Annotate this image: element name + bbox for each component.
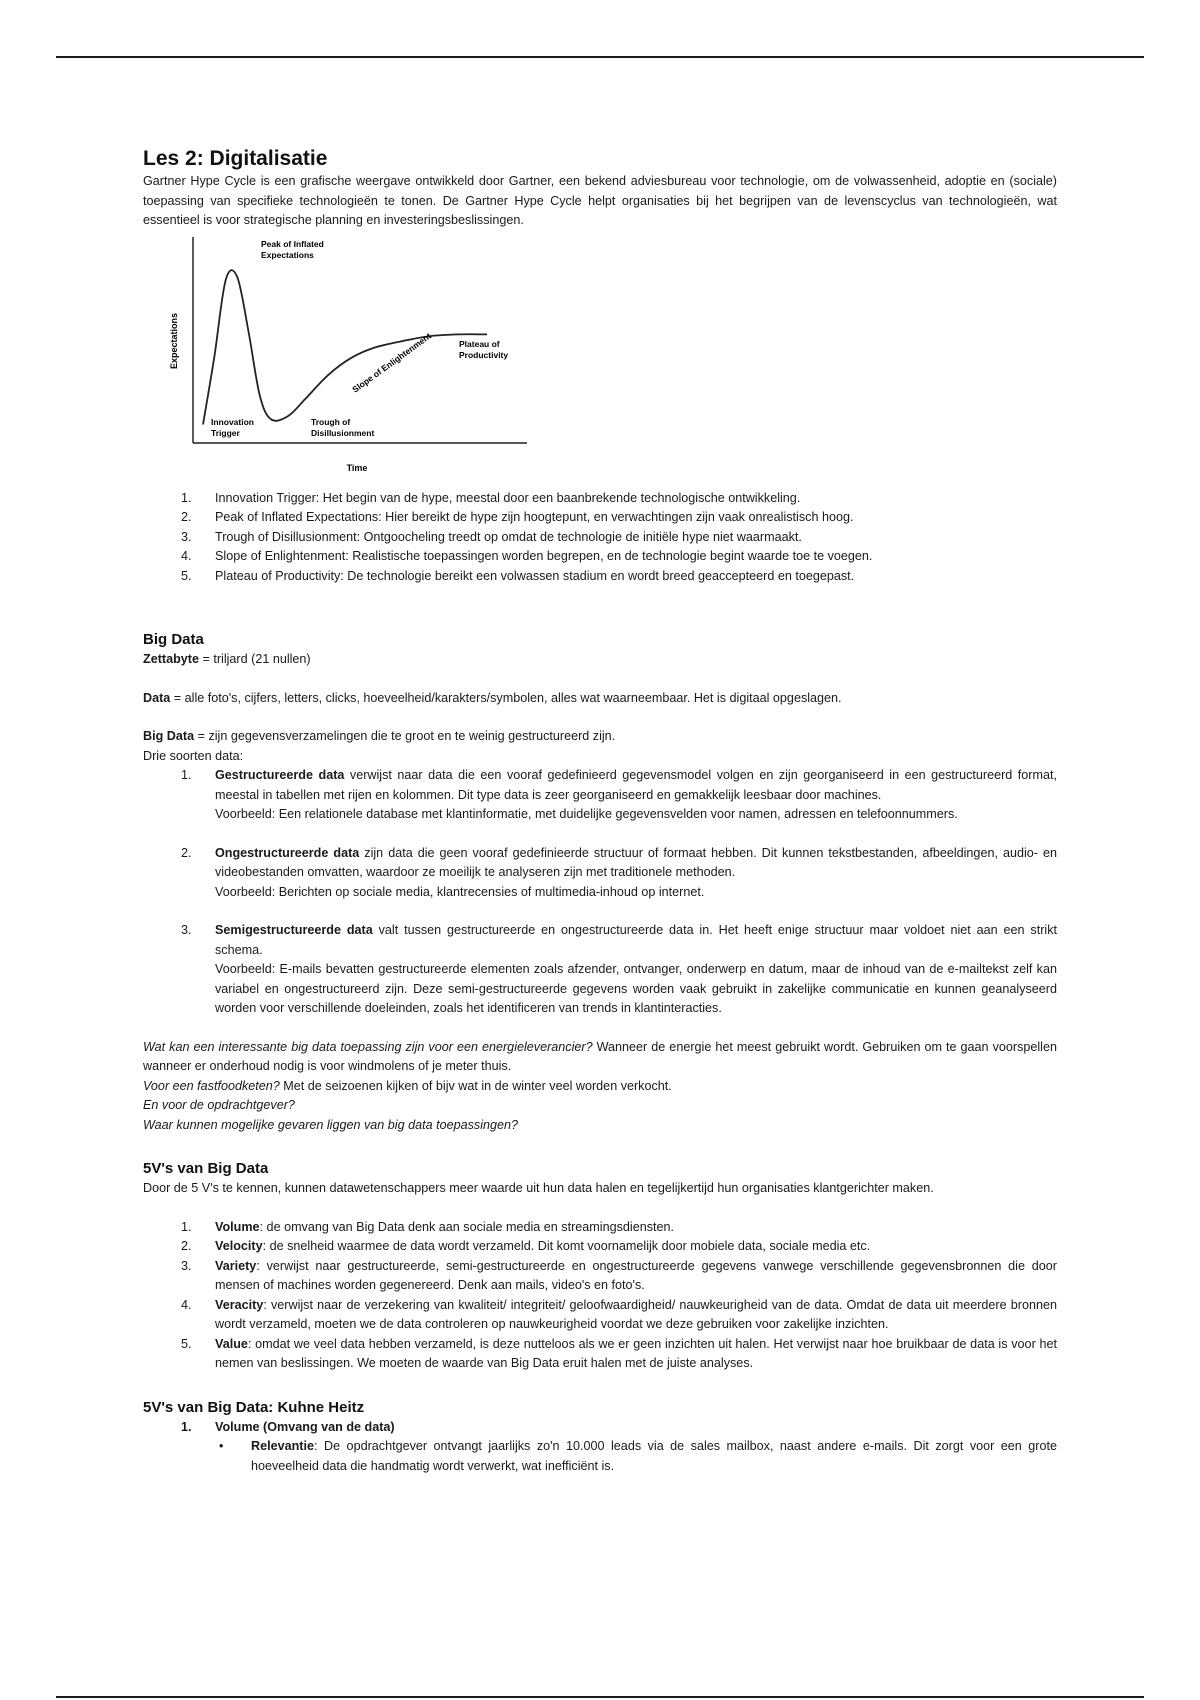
kuhne-list: [143, 1418, 1057, 1438]
kuhne-bullets: [143, 1437, 1057, 1476]
big-data-definition: Big Data = zijn gegevensverzamelingen die te groot en te weinig gestructureerd zijn.: [143, 729, 616, 743]
big-data-heading: Big Data: [143, 631, 204, 648]
hype-cycle-chart: [157, 233, 537, 489]
hype-stages-list: [143, 489, 1057, 587]
annotation-trough-line2: Disillusionment: [311, 427, 375, 438]
annotation-plateau-line2: Productivity: [459, 349, 509, 360]
fivev-list: [143, 1218, 1057, 1374]
footer-rule: [56, 1696, 1144, 1698]
list-item: 1. Gestructureerde data verwijst naar data die een vooraf gedefinieerd gegevensmodel volgen en zijn georganiseerd in een gestructureerd format, meestal in tabellen met rijen en kolommen. Dit type data is zeer georganiseerd en gemakkelijk leesbaar door machines. Voorbeeld: Een relationele database met klantinformatie, met duidelijke gegevensvelden voor namen, adressen en telefoonnummers.: [181, 768, 1057, 821]
list-item: • Relevantie: De opdrachtgever ontvangt jaarlijks zo'n 10.000 leads via de sales mailbox, naast andere e-mails. Dit zorgt voor een grote hoeveelheid data die handmatig wordt verwerkt, wat inefficiënt is.: [219, 1439, 1057, 1473]
list-item: 2. Peak of Inflated Expectations: Hier bereikt de hype zijn hoogtepunt, en verwachtingen zijn vaak onrealistisch hoog.: [181, 510, 854, 524]
annotation-trough-line1: Trough of: [311, 416, 351, 427]
annotation-trigger-line1: Innovation: [211, 416, 254, 427]
zettabyte-definition: Zettabyte = triljard (21 nullen): [143, 652, 311, 666]
list-item: 1. Innovation Trigger: Het begin van de hype, meestal door een baanbrekende technologische ontwikkeling.: [181, 490, 801, 505]
data-types-list: [143, 766, 1057, 1019]
list-item: 3. Variety: verwijst naar gestructureerde, semi-gestructureerde en ongestructureerde gegevens vanwege verschillende gegevensbronnen die door mensen of machines worden gegenereerd. Denk aan mails, video's en foto's.: [181, 1258, 1057, 1292]
annotation-peak-line2: Expectations: [261, 249, 314, 260]
list-item: 5. Plateau of Productivity: De technologie bereikt een volwassen stadium en wordt breed geaccepteerd en toegepast.: [181, 568, 855, 583]
list-item: 1. Volume (Omvang van de data): [181, 1419, 395, 1434]
list-item: 3. Semigestructureerde data valt tussen gestructureerde en ongestructureerde data in. Het heeft enige structuur maar voldoet niet aan een strikt schema. Voorbeeld: E-mails bevatten gestructureerde elementen zoals afzender, ontvanger, onderwerp en datum, maar de inhoud van de e-mailtekst zelf kan variabel en ongestructureerd zijn. Deze semi-gestructureerde gegevens worden vaak gebruikt in zakelijke communicatie en kunnen geanalyseerd worden voor verschillende doeleinden, zoals het identificeren van trends in klantinteracties.: [181, 923, 1057, 1015]
y-axis-label: Expectations: [169, 312, 179, 369]
fivev-intro: Door de 5 V's te kennen, kunnen datawetenschappers meer waarde uit hun data halen en tegelijkertijd hun organisaties klantgerichter maken.: [143, 1181, 934, 1195]
header-rule: [56, 56, 1144, 58]
list-item: 3. Trough of Disillusionment: Ontgoocheling treedt op omdat de technologie de initiële hype niet waarmaakt.: [181, 529, 802, 544]
intro-paragraph: Gartner Hype Cycle is een grafische weergave ontwikkeld door Gartner, een bekend adviesbureau voor technologie, om de volwassenheid, adoptie en (sociale) toepassing van specifieke technologieën te tonen. De Gartner Hype Cycle helpt organisaties bij het begrijpen van de levenscyclus van technologieën, wat essentieel is voor strategische planning en investeringsbeslissingen.: [143, 174, 1057, 227]
data-definition: Data = alle foto's, cijfers, letters, clicks, hoeveelheid/karakters/symbolen, alles wat waarneembaar. Het is digitaal opgeslagen.: [143, 690, 842, 705]
question-fastfood: Voor een fastfoodketen? Met de seizoenen kijken of bijv wat in de winter veel worden verkocht.: [143, 1078, 672, 1093]
list-item: 1. Volume: de omvang van Big Data denk aan sociale media en streamingsdiensten.: [181, 1219, 675, 1234]
hype-cycle-svg: [157, 233, 537, 489]
list-item: 4. Veracity: verwijst naar de verzekering van kwaliteit/ integriteit/ geloofwaardigheid/ nauwkeurigheid van de data. Omdat de data uit meerdere bronnen wordt verzameld, moeten we de data controleren op nauwkeurigheid voordat we deze gebruiken voor zakelijke inzichten.: [181, 1297, 1057, 1331]
data-types-intro: Drie soorten data:: [143, 748, 244, 763]
kuhne-heading: 5V's van Big Data: Kuhne Heitz: [143, 1398, 365, 1416]
annotation-slope: Slope of Enlightenment: [350, 330, 433, 395]
x-axis-label: Time: [346, 462, 368, 473]
list-item: 2. Ongestructureerde data zijn data die geen vooraf gedefinieerde structuur of formaat hebben. Dit kunnen tekstbestanden, afbeeldingen, audio- en videobestanden omvatten, waardoor ze moeilijk te analyseren zijn met traditionele methoden. Voorbeeld: Berichten op sociale media, klantrecensies of multimedia-inhoud op internet.: [181, 845, 1057, 899]
list-item: 5. Value: omdat we veel data hebben verzameld, is deze nutteloos als we er geen inzichten uit halen. Het verwijst naar hoe bruikbaar de data is voor het nemen van beslissingen. We moeten de waarde van Big Data eruit halen met de juiste analyses.: [181, 1336, 1057, 1370]
list-item: 4. Slope of Enlightenment: Realistische toepassingen worden begrepen, en de technologie begint waarde toe te voegen.: [181, 549, 873, 563]
annotation-plateau-line1: Plateau of: [459, 338, 500, 349]
question-client: En voor de opdrachtgever?: [143, 1098, 295, 1112]
question-energy: Wat kan een interessante big data toepassing zijn voor een energieleverancier? Wanneer de energie het meest gebruikt wordt. Gebruiken om te gaan voorspellen wanneer er onderhoud nodig is voor windmolens of je meter thuis.: [143, 1039, 1057, 1073]
annotation-peak-line1: Peak of Inflated: [261, 238, 324, 249]
document-page: [143, 146, 1057, 1476]
page-title: Les 2: Digitalisatie: [143, 147, 328, 170]
fivev-heading: 5V's van Big Data: [143, 1160, 269, 1177]
annotation-trigger-line2: Trigger: [211, 427, 240, 438]
hype-curve-line: [203, 270, 487, 424]
question-dangers: Waar kunnen mogelijke gevaren liggen van big data toepassingen?: [143, 1117, 519, 1132]
list-item: 2. Velocity: de snelheid waarmee de data wordt verzameld. Dit komt voornamelijk door mobiele data, sociale media etc.: [181, 1239, 871, 1253]
